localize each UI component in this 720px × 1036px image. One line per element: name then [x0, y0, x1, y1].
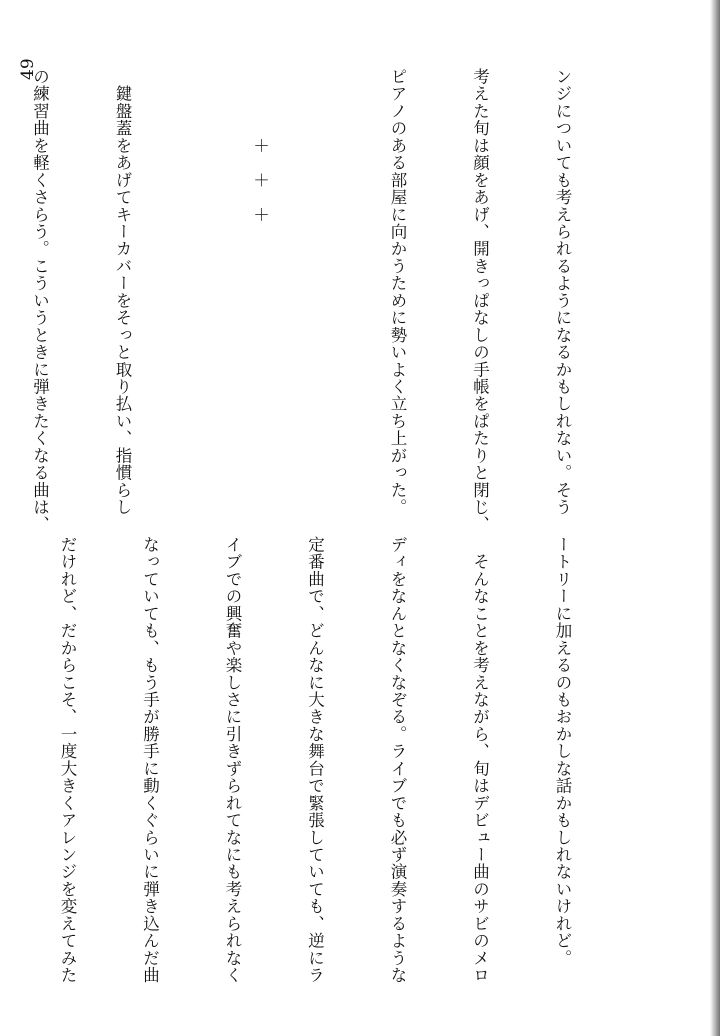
text-line: 考えた旬は顔をあげ、開きっぱなしの手帳をぱたりと閉じ、 [470, 68, 490, 533]
text-line: だけれど、だからこそ、一度大きくアレンジを変えてみた [58, 536, 77, 984]
text-line: ピアノのある部屋に向かうために勢いよく立ち上がった。 [388, 68, 407, 516]
text-line: イブでの興奮や楽しさに引きずられてなにも考えられなく [223, 536, 242, 984]
section-break: ＋ ＋ ＋ [250, 68, 270, 223]
text-block-top [0, 68, 631, 533]
text-line: ートリーに加えるのもおかしな話かもしれないけれど。 [553, 536, 572, 967]
text-line: 定番曲で、どんなに大きな舞台で緊張していても、逆にラ [305, 536, 325, 984]
text-line: そんなことを考えながら、旬はデビュー曲のサビのメロ [470, 536, 490, 984]
text-line: 鍵盤蓋をあげてキーカバーをそっと取り払い、指慣らし [113, 68, 132, 516]
page-edge-shadow [710, 0, 720, 1036]
text-line: なっていても、もう手が勝手に動くぐらいに弾き込んだ曲 [140, 536, 160, 984]
text-block-bottom [0, 536, 631, 984]
text-line: ンジについても考えられるようになるかもしれない。そう [553, 68, 572, 516]
page-number: 49 [18, 58, 38, 80]
text-line: ディをなんとなくなぞる。ライブでも必ず演奏するような [388, 536, 407, 984]
text-line: の練習曲を軽くさらう。こういうときに弾きたくなる曲は、 [30, 68, 50, 533]
